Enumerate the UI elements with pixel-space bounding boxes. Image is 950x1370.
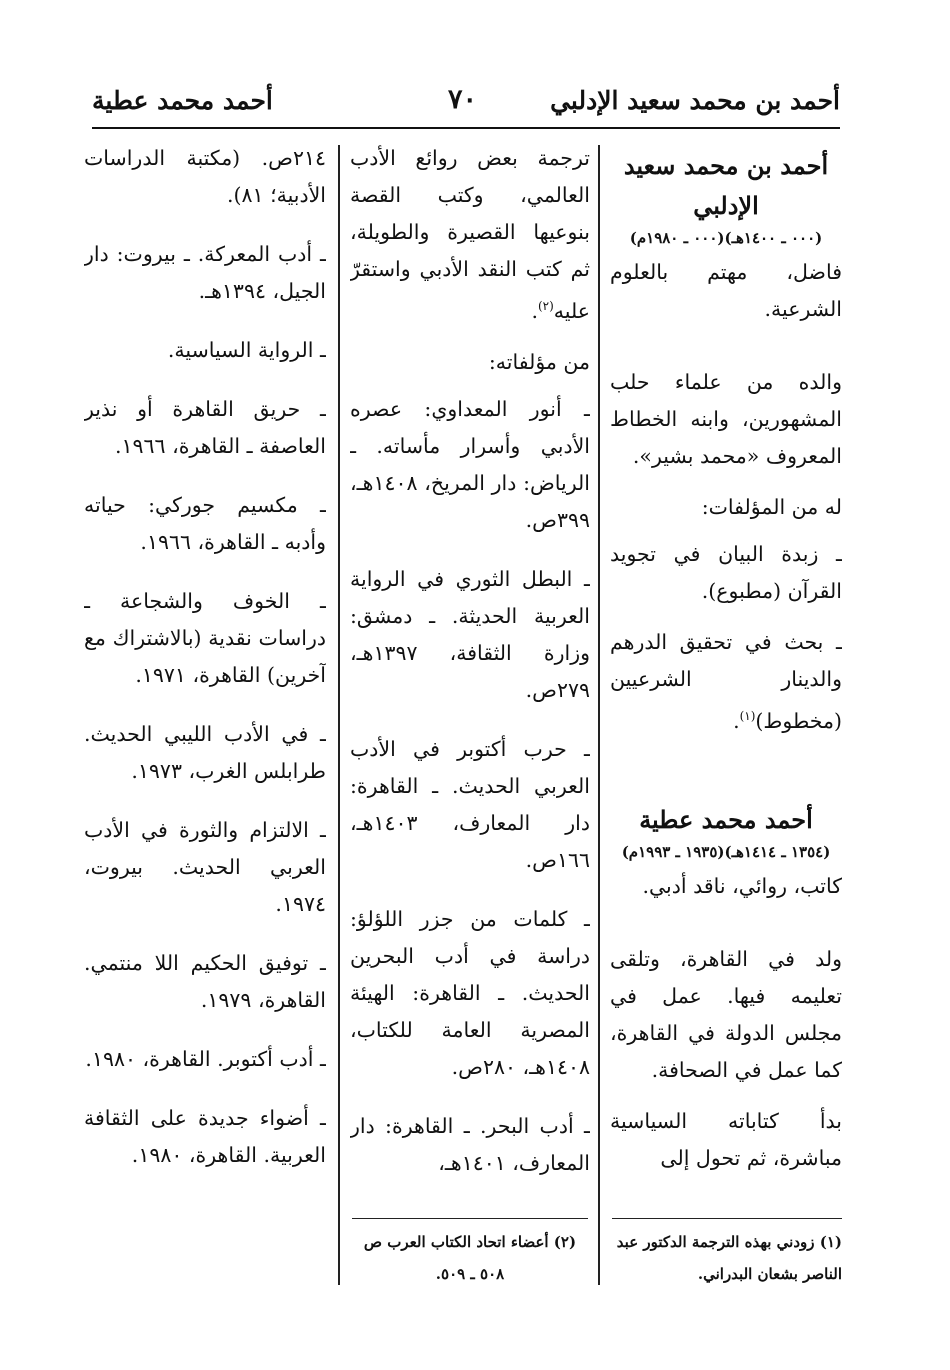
- column-middle: [350, 140, 590, 1200]
- work-item: ـ أضواء جديدة على الثقافة العربية. القاهرة، ١٩٨٠.: [84, 1106, 326, 1167]
- entry-name: أحمد بن محمد سعيد الإدلبي: [623, 151, 829, 220]
- footnote-marker: (١): [739, 709, 756, 723]
- header-rule: [92, 127, 840, 129]
- entry-name: أحمد محمد عطية: [639, 804, 813, 834]
- work-item: ـ الالتزام والثورة في الأدب العربي الحديث. بيروت، ١٩٧٤.: [84, 818, 326, 916]
- work-item: ـ أدب البحر. ـ القاهرة: دار المعارف، ١٤٠١هـ،: [350, 1113, 590, 1175]
- footnote-marker: (٢): [537, 299, 554, 313]
- work-item: ـ حريق القاهرة أو نذير العاصفة ـ القاهرة، ١٩٦٦.: [84, 397, 326, 458]
- footnote-2: (٢) أعضاء اتحاد الكتاب العرب ص ٥٠٨ ـ ٥٠٩.: [363, 1233, 577, 1283]
- work-item: ـ الخوف والشجاعة ـ دراسات نقدية (بالاشتراك مع آخرين) القاهرة، ١٩٧١.: [84, 589, 326, 687]
- work-item: ـ الرواية السياسية.: [167, 338, 326, 362]
- running-header-left: أحمد محمد عطية: [92, 86, 273, 115]
- work-item: ـ أنور المعداوي: عصره الأدبي وأسرار مأساته. ـ الرياض: دار المريخ، ١٤٠٨هـ، ٣٩٩ص.: [350, 396, 590, 532]
- running-header-right: أحمد بن محمد سعيد الإدلبي: [550, 86, 840, 115]
- entry-dates: (١٣٥٤ ـ ١٤١٤هـ)(١٩٣٥ ـ ١٩٩٣م): [621, 842, 831, 861]
- footnote-rule-right: [612, 1218, 842, 1219]
- work-item: ٢١٤ص. (مكتبة الدراسات الأدبية؛ ٨١).: [84, 146, 326, 207]
- column-left: [84, 140, 326, 1230]
- work-item: ـ البطل الثوري في الرواية العربية الحديثة. ـ دمشق: وزارة الثقافة، ١٣٩٧هـ، ٢٧٩ص.: [350, 566, 590, 702]
- works-heading: من مؤلفاته:: [488, 349, 590, 374]
- footnote-rule-middle: [352, 1218, 588, 1219]
- work-item: ـ أدب المعركة. ـ بيروت: دار الجيل، ١٣٩٤هـ.: [84, 242, 326, 303]
- work-item: ـ أدب أكتوبر. القاهرة، ١٩٨٠.: [85, 1047, 326, 1071]
- entry-paragraph: ولد في القاهرة، وتلقى تعليمه فيها. عمل في مجلس الدولة في القاهرة، كما عمل في الصحافة.: [610, 946, 842, 1082]
- work-item: ـ بحث في تحقيق الدرهم والدينار الشرعيين (مخطوط)$^{(١)}$.: [610, 630, 842, 733]
- work-item: ـ توفيق الحكيم اللا منتمي. القاهرة، ١٩٧٩.: [84, 951, 326, 1012]
- column-divider-right: [598, 145, 600, 1285]
- entry-dates: (٠٠٠ ـ ١٤٠٠هـ)(٠٠٠ ـ ١٩٨٠م): [629, 229, 823, 247]
- paragraph-text: ترجمة بعض روائع الأدب العالمي، وكتب القصة بنوعيها القصيرة والطويلة، ثم كتب النقد الأدبي واستقرّ عليه: [350, 146, 590, 323]
- work-item: ـ زبدة البيان في تجويد القرآن (مطبوع).: [610, 542, 842, 603]
- work-item: ـ حرب أكتوبر في الأدب العربي الحديث. ـ القاهرة: دار المعارف، ١٤٠٣هـ، ١٦٦ص.: [350, 736, 590, 872]
- entry-paragraph: بدأ كتاباته السياسية مباشرة، ثم تحول إلى: [610, 1108, 842, 1170]
- entry-paragraph: ترجمة بعض روائع الأدب العالمي، وكتب القصة بنوعيها القصيرة والطويلة، ثم كتب النقد الأدبي واستقرّ عليه$^{(٢)}$.: [350, 146, 590, 323]
- entry-paragraph: فاضل، مهتم بالعلوم الشرعية.: [610, 260, 842, 321]
- works-heading: له من المؤلفات:: [701, 495, 842, 519]
- work-item: ـ في الأدب الليبي الحديث. طرابلس الغرب، ١٩٧٣.: [84, 722, 326, 783]
- column-right: [610, 140, 842, 1215]
- footnote-1: (١) زودني بهذه الترجمة الدكتور عبد الناصر بشعان البدراني.: [616, 1233, 842, 1283]
- column-divider-left: [338, 145, 340, 1285]
- work-item: ـ كلمات من جزر اللؤلؤ: دراسة في أدب البحرين الحديث. ـ القاهرة: الهيئة المصرية العامة للكتاب، ١٤٠٨هـ، ٢٨٠ص.: [350, 906, 590, 1079]
- entry-paragraph: كاتب، روائي، ناقد أدبي.: [642, 873, 842, 898]
- work-item-text: ـ بحث في تحقيق الدرهم والدينار الشرعيين (مخطوط): [610, 630, 842, 733]
- work-item: ـ مكسيم جوركي: حياته وأدبه ـ القاهرة، ١٩٦٦.: [84, 493, 326, 554]
- entry-paragraph: والده من علماء حلب المشهورين، وابنه الخطاط المعروف «محمد بشير».: [610, 370, 842, 468]
- page-number: ٧٠: [448, 84, 478, 115]
